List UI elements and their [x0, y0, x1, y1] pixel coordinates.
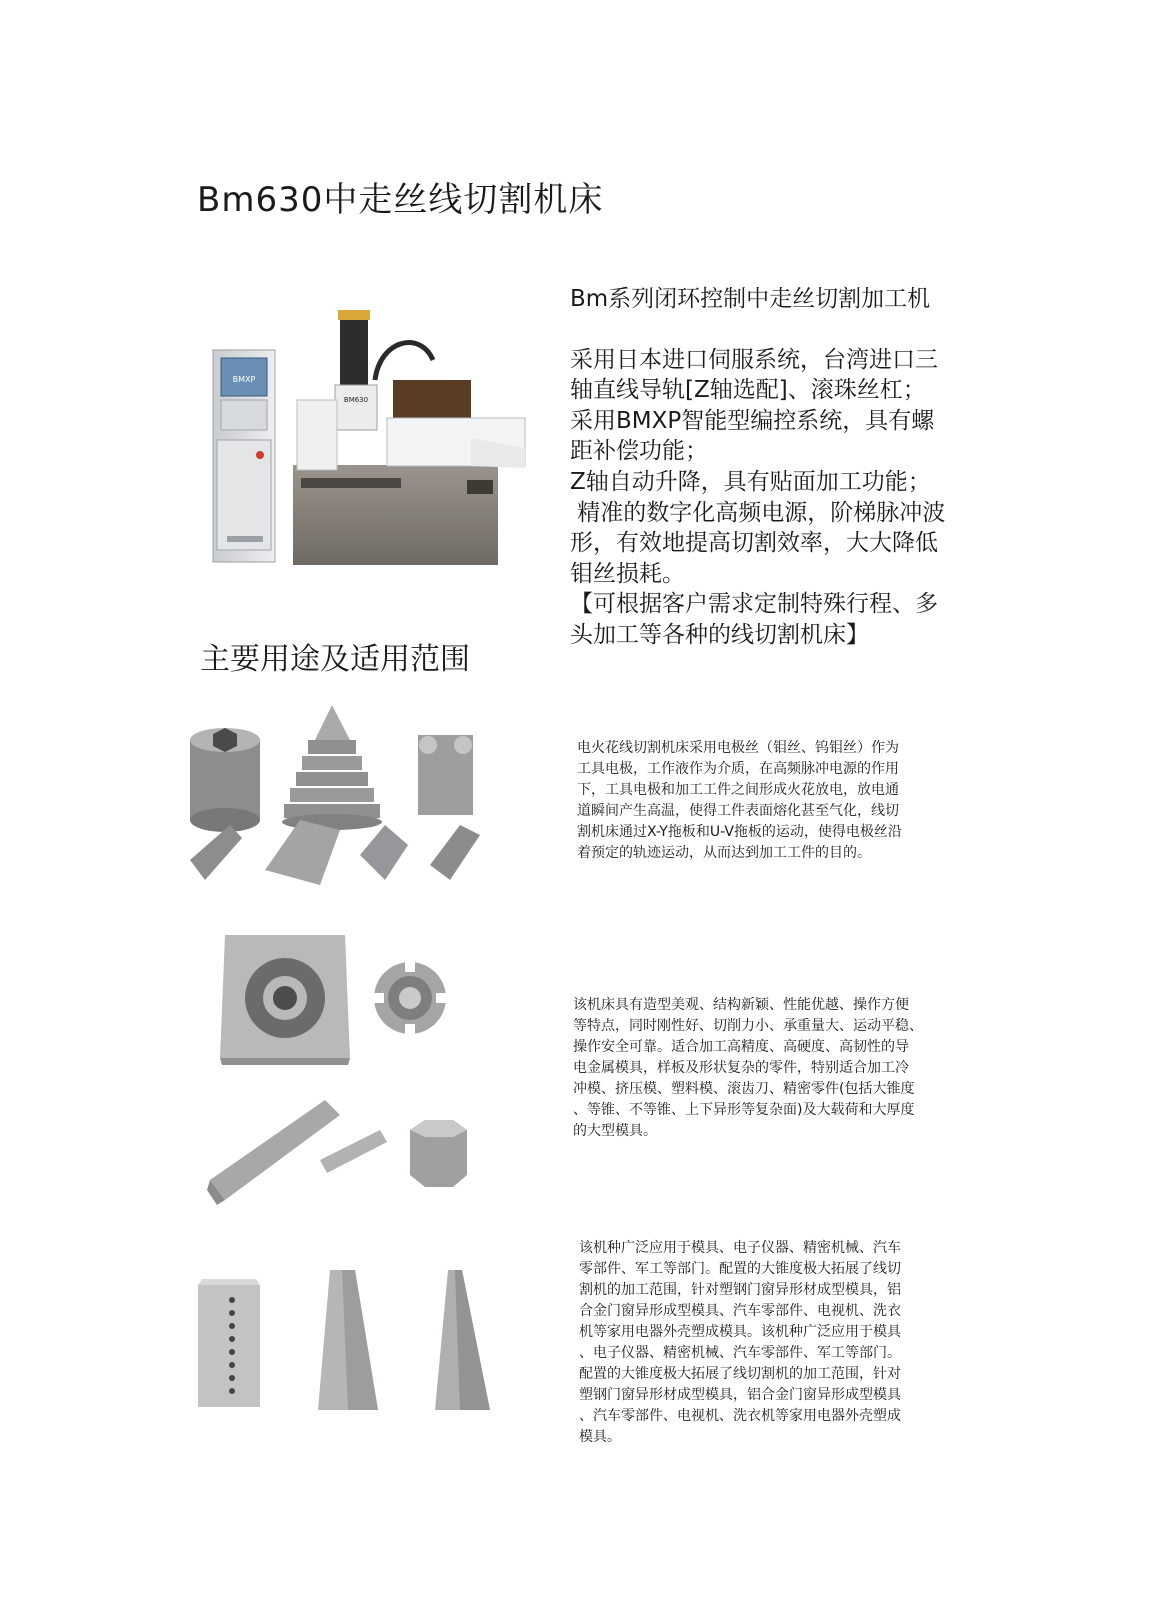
machine-image: [205, 300, 535, 575]
paragraph-line: 该机床具有造型美观、结构新颖、性能优越、操作方便: [573, 997, 909, 1013]
paragraph-line: 合金门窗异形成型模具、汽车零部件、电视机、洗衣: [579, 1303, 901, 1319]
paragraph-line: 着预定的轨迹运动，从而达到加工工件的目的。: [577, 845, 871, 861]
paragraph-line: 下，工具电极和加工工件之间形成火花放电，放电通: [577, 782, 899, 798]
product-intro: [570, 284, 990, 651]
description-paragraph-3: [579, 1238, 901, 1448]
paragraph-line: 机等家用电器外壳塑成模具。该机种广泛应用于模具: [579, 1324, 901, 1340]
paragraph-line: 工具电极，工作液作为介质，在高频脉冲电源的作用: [577, 761, 899, 777]
paragraph-line: 配置的大锥度极大拓展了线切割机的加工范围，针对: [579, 1366, 901, 1382]
intro-line: 【可根据客户需求定制特殊行程、多: [570, 591, 938, 618]
page-title: Bm630中走丝线切割机床: [197, 180, 604, 220]
paragraph-line: 割机的加工范围，针对塑钢门窗异形材成型模具，铝: [579, 1282, 901, 1298]
paragraph-line: 塑钢门窗异形材成型模具，铝合金门窗异形成型模具: [579, 1387, 901, 1403]
intro-line: 精准的数字化高频电源，阶梯脉冲波: [570, 499, 946, 526]
usage-heading: 主要用途及适用范围: [200, 642, 470, 677]
paragraph-line: 零部件、军工等部门。配置的大锥度极大拓展了线切: [579, 1261, 901, 1277]
paragraph-line: 的大型模具。: [573, 1123, 657, 1139]
intro-line: 轴直线导轨[Z轴选配]、滚珠丝杠；: [570, 377, 926, 404]
description-paragraph-1: [577, 738, 902, 864]
paragraph-line: 操作安全可靠。适合加工高精度、高硬度、高韧性的导: [573, 1039, 909, 1055]
paragraph-line: 模具。: [579, 1429, 621, 1445]
paragraph-line: 该机种广泛应用于模具、电子仪器、精密机械、汽车: [579, 1240, 901, 1256]
paragraph-line: 、汽车零部件、电视机、洗衣机等家用电器外壳塑成: [579, 1408, 901, 1424]
intro-line: 距补偿功能；: [570, 438, 708, 465]
paragraph-line: 冲模、挤压模、塑料模、滚齿刀、精密零件(包括大锥度: [573, 1081, 915, 1097]
product-subtitle: Bm系列闭环控制中走丝切割加工机: [570, 286, 931, 312]
parts-image-1: [180, 700, 500, 900]
paragraph-line: 割机床通过X-Y拖板和U-V拖板的运动，使得电极丝沿: [577, 824, 902, 840]
parts-image-2: [210, 930, 470, 1065]
paragraph-line: 道瞬间产生高温，使得工件表面熔化甚至气化，线切: [577, 803, 899, 819]
intro-line: 钼丝损耗。: [570, 560, 685, 587]
intro-line: 采用日本进口伺服系统，台湾进口三: [570, 346, 938, 373]
intro-line: 头加工等各种的线切割机床】: [570, 621, 869, 648]
machine-screen-label: BMXP: [232, 375, 256, 384]
paragraph-line: 等特点，同时刚性好、切削力小、承重量大、运动平稳、: [573, 1018, 923, 1034]
intro-line: Z轴自动升降，具有贴面加工功能；: [570, 468, 931, 495]
description-paragraph-2: [573, 995, 923, 1142]
paragraph-line: 、电子仪器、精密机械、汽车零部件、军工等部门。: [579, 1345, 901, 1361]
parts-image-4: [190, 1265, 510, 1415]
paragraph-line: 、等锥、不等锥、上下异形等复杂面)及大载荷和大厚度: [573, 1102, 915, 1118]
intro-line: 采用BMXP智能型编控系统，具有螺: [570, 407, 935, 434]
parts-image-3: [205, 1095, 475, 1215]
intro-line: 形，有效地提高切割效率，大大降低: [570, 530, 938, 557]
machine-head-label: BM630: [343, 396, 369, 404]
paragraph-line: 电火花线切割机床采用电极丝（钼丝、钨钼丝）作为: [577, 740, 899, 756]
paragraph-line: 电金属模具，样板及形状复杂的零件，特别适合加工冷: [573, 1060, 909, 1076]
